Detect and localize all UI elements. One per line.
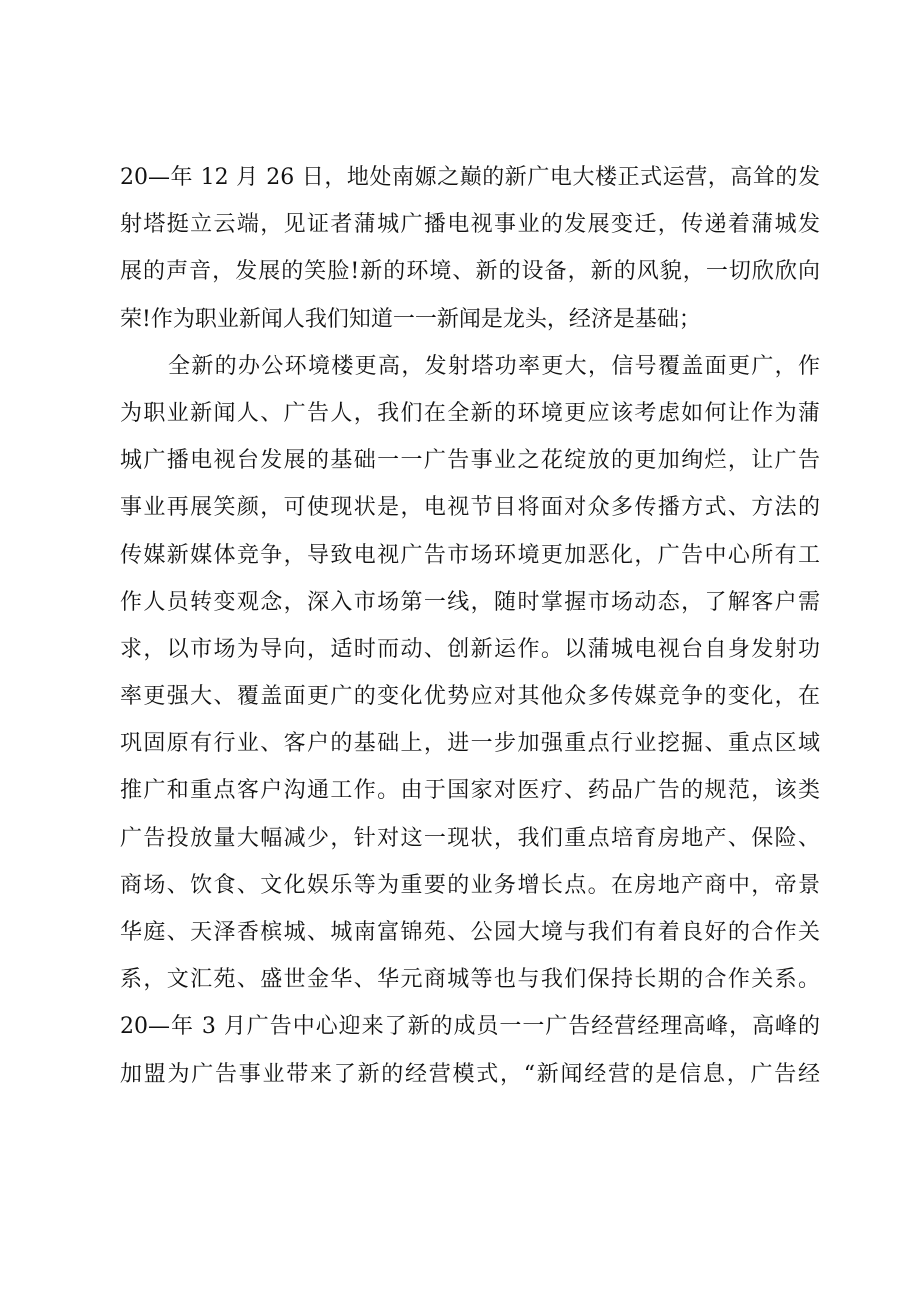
text-line: 求，以市场为导向，适时而动、创新运作。以蒲城电视台自身发射功 bbox=[120, 636, 820, 662]
text-line: 巩固原有行业、客户的基础上，进一步加强重点行业挖掘、重点区域 bbox=[120, 731, 820, 757]
text-line: 商场、饮食、文化娱乐等为重要的业务增长点。在房地产商中，帝景 bbox=[120, 872, 820, 898]
text-line: 作人员转变观念，深入市场第一线，随时掌握市场动态，了解客户需 bbox=[120, 589, 820, 615]
text-line: 20—年 3 月广告中心迎来了新的成员一一广告经营经理高峰，高峰的 bbox=[120, 1014, 820, 1040]
text-line: 系，文汇苑、盛世金华、华元商城等也与我们保持长期的合作关系。 bbox=[120, 967, 820, 993]
body-text bbox=[120, 154, 820, 1098]
text-line: 20—年 12 月 26 日，地处南嫄之巅的新广电大楼正式运营，高耸的发 bbox=[120, 165, 820, 190]
text-line: 城广播电视台发展的基础一一广告事业之花绽放的更加绚烂，让广告 bbox=[120, 448, 820, 474]
text-line: 全新的办公环境楼更高，发射塔功率更大，信号覆盖面更广，作 bbox=[168, 353, 820, 379]
text-line: 荣!作为职业新闻人我们知道一一新闻是龙头，经济是基础； bbox=[120, 306, 701, 332]
text-line: 展的声音，发展的笑脸!新的环境、新的设备，新的风貌，一切欣欣向 bbox=[120, 259, 820, 285]
text-line: 加盟为广告事业带来了新的经营模式，“新闻经营的是信息，广告经 bbox=[120, 1061, 820, 1087]
text-line: 为职业新闻人、广告人，我们在全新的环境更应该考虑如何让作为蒲 bbox=[120, 400, 820, 426]
text-line: 射塔挺立云端，见证者蒲城广播电视事业的发展变迁，传递着蒲城发 bbox=[120, 212, 820, 238]
paragraph-2 bbox=[120, 343, 820, 1098]
text-line: 华庭、天泽香槟城、城南富锦苑、公园大境与我们有着良好的合作关 bbox=[120, 920, 820, 945]
text-line: 事业再展笑颜，可使现状是，电视节目将面对众多传播方式、方法的 bbox=[120, 495, 820, 521]
text-line: 广告投放量大幅减少，针对这一现状，我们重点培育房地产、保险、 bbox=[120, 825, 820, 851]
paragraph-1 bbox=[120, 154, 820, 343]
text-line: 传媒新媒体竞争，导致电视广告市场环境更加恶化，广告中心所有工 bbox=[120, 542, 820, 568]
text-line: 率更强大、覆盖面更广的变化优势应对其他众多传媒竞争的变化，在 bbox=[120, 684, 820, 710]
text-line: 推广和重点客户沟通工作。由于国家对医疗、药品广告的规范，该类 bbox=[120, 778, 820, 804]
